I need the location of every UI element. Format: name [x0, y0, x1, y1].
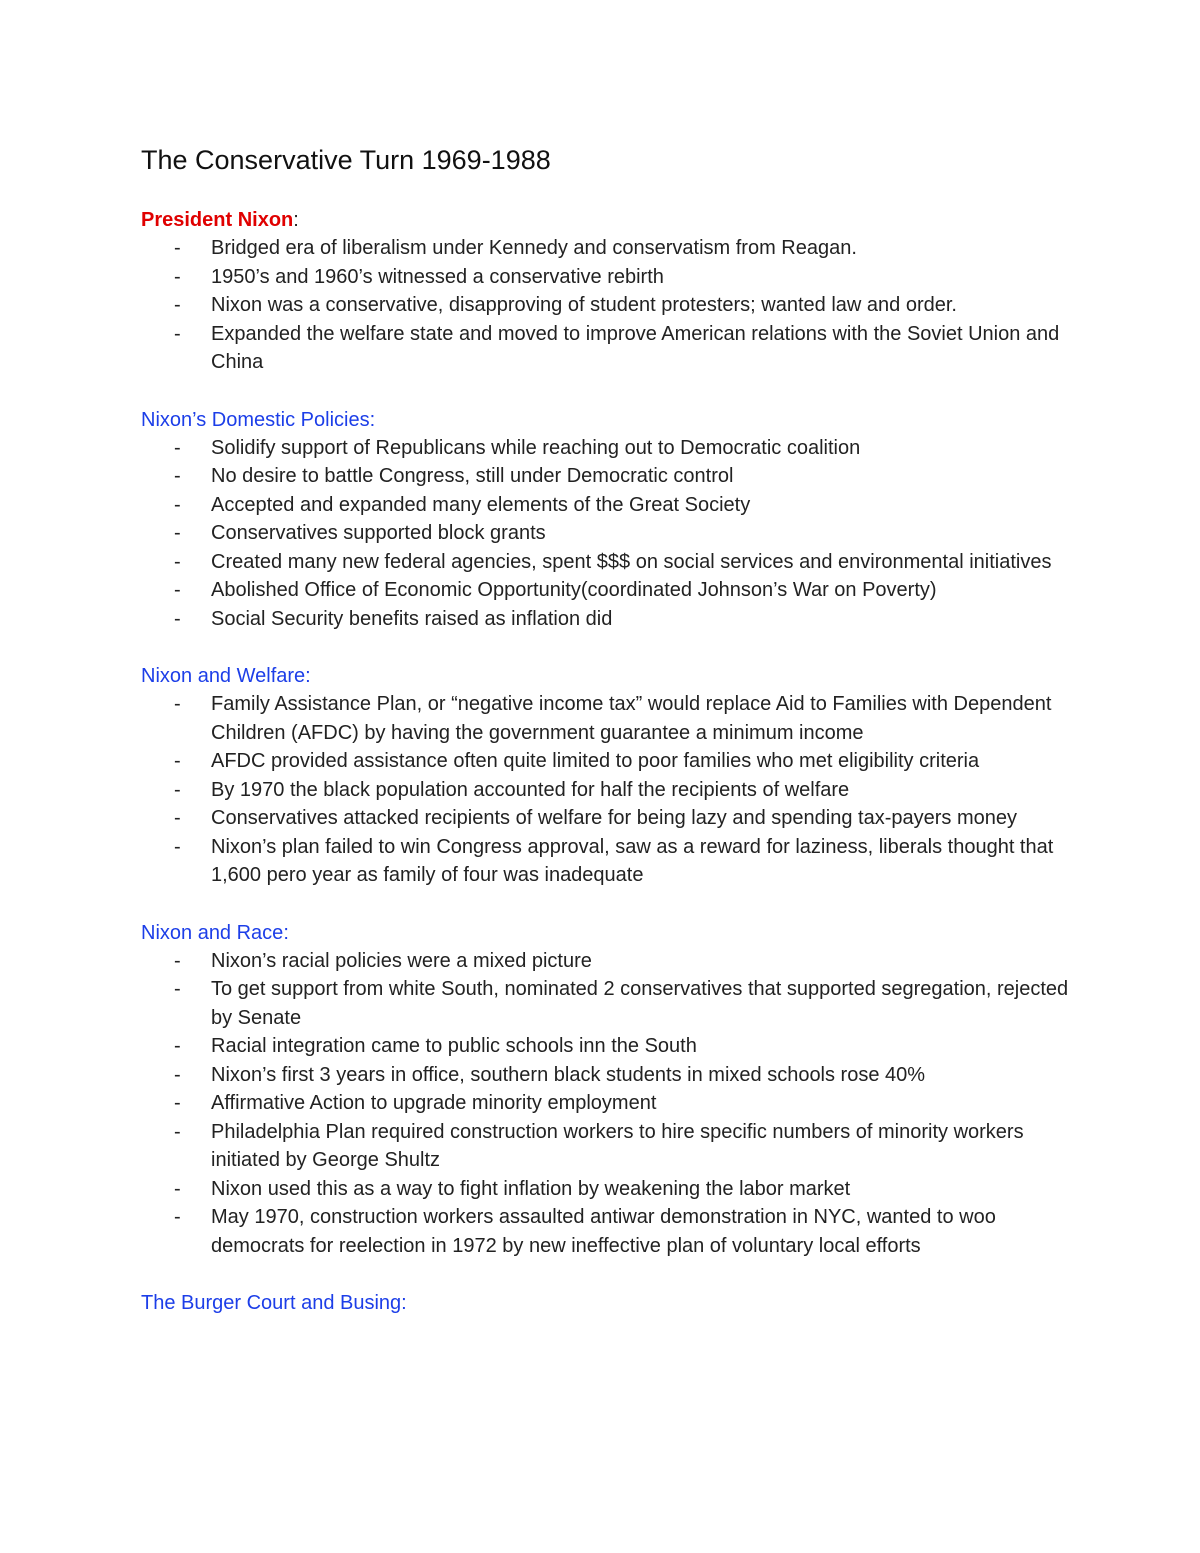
bullet-list	[141, 690, 1081, 890]
list-item-text: To get support from white South, nominated 2 conservatives that supported segregation, rejected by Senate	[211, 978, 1069, 1029]
bullet-dash: -	[174, 465, 181, 487]
list-item-text: Nixon’s first 3 years in office, southern black students in mixed schools rose 40%	[211, 1063, 926, 1086]
list-item-text: Racial integration came to public schools inn the South	[211, 1035, 697, 1057]
bullet-dash: -	[174, 835, 181, 858]
list-item-text: By 1970 the black population accounted for half the recipients of welfare	[211, 778, 850, 801]
list-item-text: Created many new federal agencies, spent $$$ on social services and environmental initiatives	[211, 550, 1052, 573]
section-heading	[141, 919, 1081, 947]
list-item	[141, 1061, 1081, 1090]
list-item-text: Expanded the welfare state and moved to improve American relations with the Soviet Union and China	[211, 322, 1060, 373]
list-item-text: Conservatives attacked recipients of welfare for being lazy and spending tax-payers money	[211, 807, 1017, 829]
list-item-text: Nixon used this as a way to fight inflation by weakening the labor market	[211, 1177, 851, 1200]
list-item	[141, 1203, 1081, 1260]
list-item-text: No desire to battle Congress, still under Democratic control	[211, 465, 734, 487]
list-item-text: Philadelphia Plan required construction workers to hire specific numbers of minority workers initiated by George Shultz	[211, 1120, 1024, 1171]
section-heading-text: Nixon’s Domestic Policies	[141, 408, 370, 431]
section	[141, 919, 1081, 1261]
section-heading-colon: :	[401, 1292, 407, 1314]
bullet-dash: -	[174, 978, 181, 1000]
list-item	[141, 434, 1081, 463]
list-item	[141, 747, 1081, 776]
list-item	[141, 804, 1081, 833]
list-item	[141, 605, 1081, 634]
list-item	[141, 548, 1081, 577]
list-item-text: 1950’s and 1960’s witnessed a conservative rebirth	[211, 265, 664, 288]
bullet-dash: -	[174, 550, 181, 573]
section-heading-text: President Nixon	[141, 209, 294, 231]
bullet-dash: -	[174, 1120, 181, 1143]
list-item	[141, 947, 1081, 976]
section-heading	[141, 1289, 1081, 1317]
bullet-list	[141, 947, 1081, 1261]
section-heading	[141, 206, 1081, 234]
list-item	[141, 320, 1081, 377]
list-item-text: Conservatives supported block grants	[211, 522, 546, 544]
list-item	[141, 291, 1081, 320]
bullet-dash: -	[174, 522, 181, 544]
list-item	[141, 519, 1081, 548]
list-item-text: Solidify support of Republicans while reaching out to Democratic coalition	[211, 436, 861, 459]
bullet-dash: -	[174, 294, 181, 316]
sections-container	[141, 206, 1081, 1317]
list-item-text: Social Security benefits raised as inflation did	[211, 607, 613, 630]
list-item	[141, 234, 1081, 263]
section-heading-colon: :	[283, 921, 289, 944]
list-item	[141, 833, 1081, 890]
bullet-dash: -	[174, 579, 181, 601]
bullet-dash: -	[174, 1035, 181, 1057]
section	[141, 1289, 1081, 1317]
bullet-dash: -	[174, 750, 181, 772]
list-item	[141, 1032, 1081, 1061]
list-item	[141, 1175, 1081, 1204]
bullet-dash: -	[174, 436, 181, 459]
section-heading-colon: :	[293, 209, 299, 231]
page-title: The Conservative Turn 1969-1988	[141, 145, 551, 175]
section-heading	[141, 406, 1081, 434]
bullet-dash: -	[174, 1177, 181, 1200]
section-heading-text: Nixon and Welfare	[141, 665, 306, 687]
list-item	[141, 462, 1081, 491]
bullet-dash: -	[174, 237, 181, 259]
list-item	[141, 576, 1081, 605]
section-heading-text: The Burger Court and Busing	[141, 1292, 402, 1314]
bullet-dash: -	[174, 322, 181, 345]
list-item-text: Accepted and expanded many elements of the Great Society	[211, 493, 751, 516]
bullet-list	[141, 434, 1081, 634]
list-item-text: Nixon was a conservative, disapproving of student protesters; wanted law and order.	[211, 294, 957, 316]
list-item-text: Nixon’s plan failed to win Congress approval, saw as a reward for laziness, liberals thought that 1,600 pero year as family of four was inadequate	[211, 835, 1054, 886]
document-page	[141, 140, 1081, 1346]
list-item	[141, 491, 1081, 520]
list-item	[141, 975, 1081, 1032]
section-heading-colon: :	[369, 408, 376, 431]
bullet-list	[141, 234, 1081, 377]
list-item	[141, 1118, 1081, 1175]
bullet-dash: -	[174, 1206, 181, 1228]
list-item	[141, 1089, 1081, 1118]
section	[141, 406, 1081, 634]
bullet-dash: -	[174, 493, 181, 516]
section	[141, 662, 1081, 890]
list-item-text: Abolished Office of Economic Opportunity(coordinated Johnson’s War on Poverty)	[211, 579, 937, 601]
section	[141, 206, 1081, 377]
list-item-text: Nixon’s racial policies were a mixed picture	[211, 949, 592, 972]
bullet-dash: -	[174, 265, 181, 288]
section-heading	[141, 662, 1081, 690]
list-item-text: Affirmative Action to upgrade minority employment	[211, 1092, 657, 1114]
list-item-text: Bridged era of liberalism under Kennedy and conservatism from Reagan.	[211, 237, 857, 259]
bullet-dash: -	[174, 1063, 181, 1086]
bullet-dash: -	[174, 693, 181, 715]
list-item-text: AFDC provided assistance often quite limited to poor families who met eligibility criteria	[211, 750, 980, 772]
section-heading-colon: :	[305, 665, 311, 687]
list-item	[141, 263, 1081, 292]
bullet-dash: -	[174, 1092, 181, 1114]
list-item-text: Family Assistance Plan, or “negative income tax” would replace Aid to Families with Dependent Children (AFDC) by having the government guarantee a minimum income	[211, 693, 1052, 744]
list-item	[141, 776, 1081, 805]
list-item-text: May 1970, construction workers assaulted antiwar demonstration in NYC, wanted to woo democrats for reelection in 1972 by new ineffective plan of voluntary local efforts	[211, 1206, 996, 1257]
bullet-dash: -	[174, 807, 181, 829]
bullet-dash: -	[174, 607, 181, 630]
bullet-dash: -	[174, 778, 181, 801]
bullet-dash: -	[174, 949, 181, 972]
section-heading-text: Nixon and Race	[141, 921, 284, 944]
list-item	[141, 690, 1081, 747]
